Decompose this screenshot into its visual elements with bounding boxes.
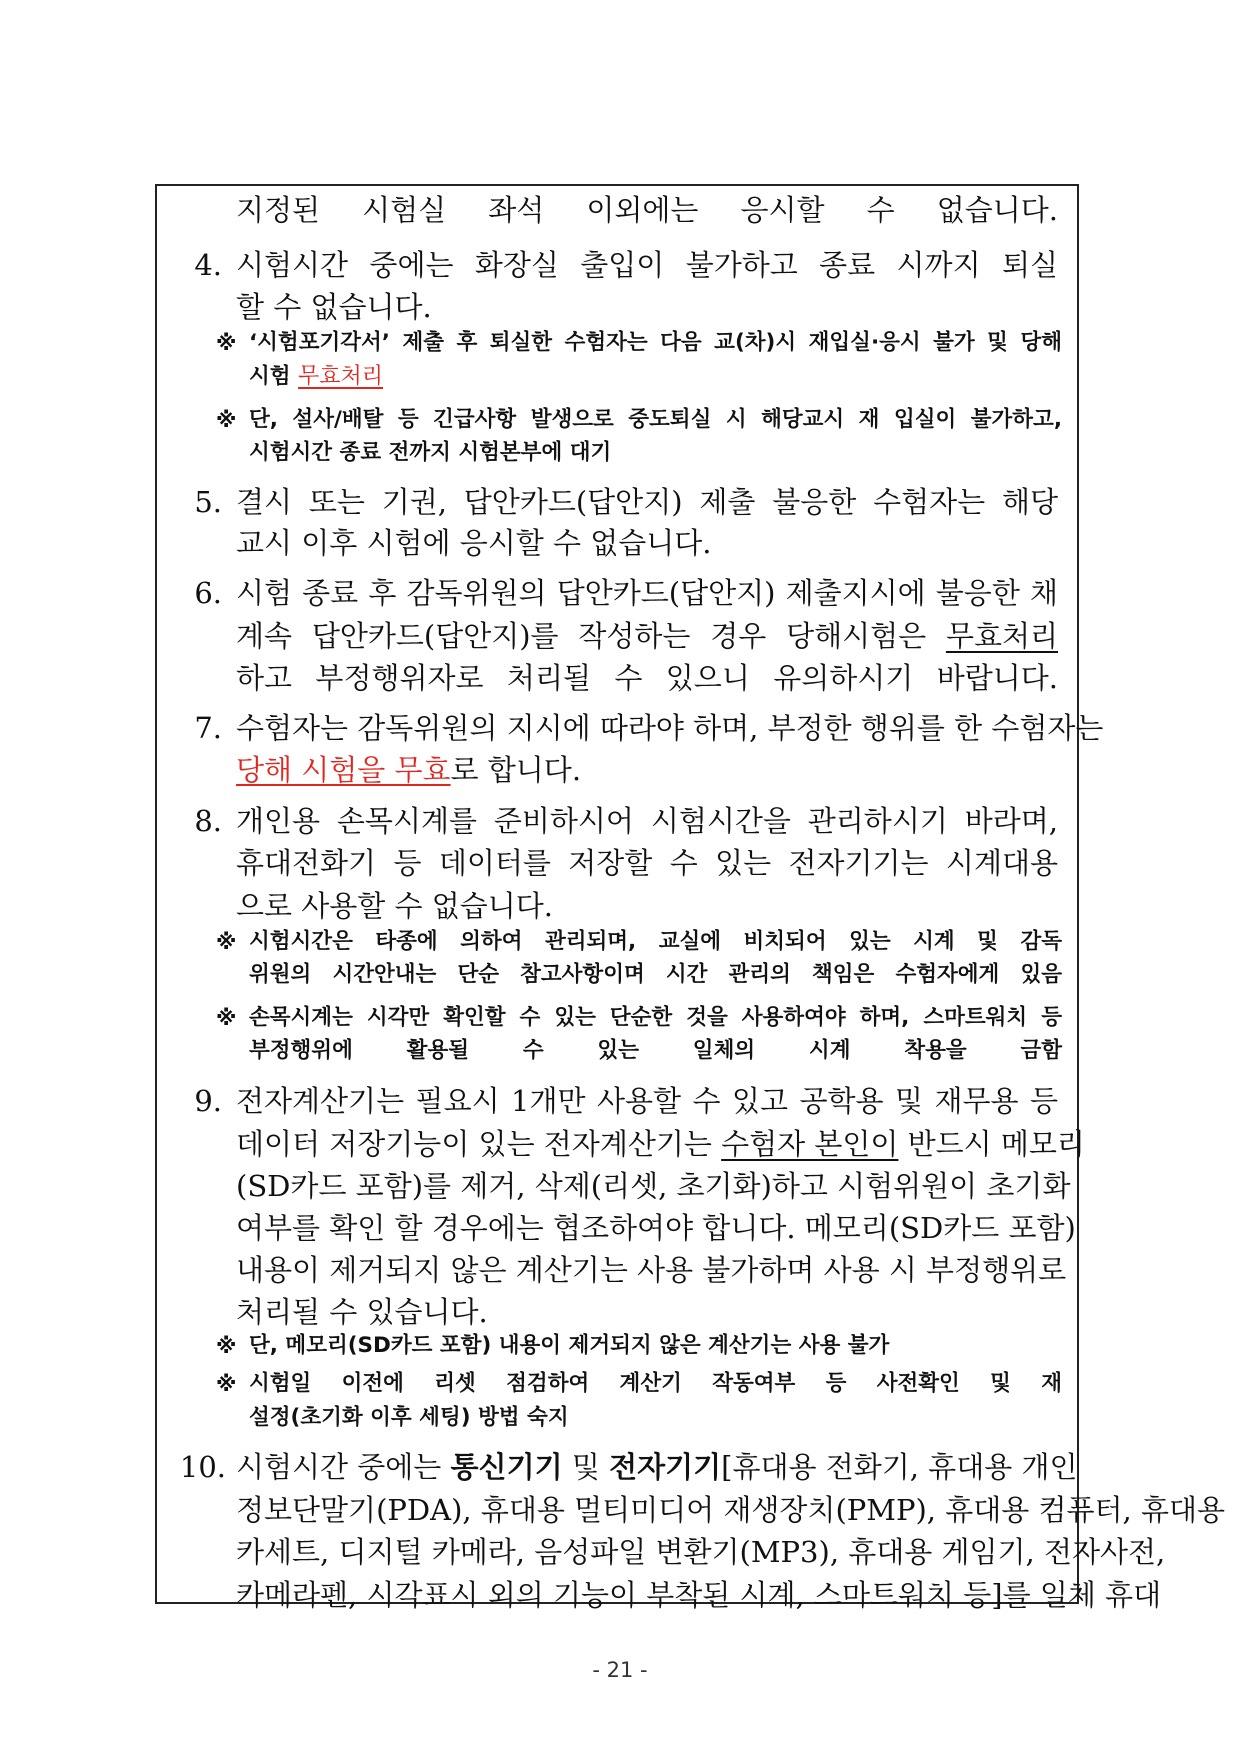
text-line: 카메라펜, 시각표시 외의 기능이 부착된 시계, 스마트워치 등]를 일체 휴대 [236, 1578, 1162, 1612]
text-line [236, 1122, 1085, 1166]
text-span: 계속 답안카드(답안지)를 작성하는 경우 당해시험은 [236, 619, 946, 653]
void-underline: 무효처리 [945, 619, 1058, 653]
void-notice-red: 당해 시험을 무효 [236, 753, 451, 787]
text-line [236, 748, 1058, 792]
note-mark: ※ [216, 331, 237, 355]
text-line: 개인용 손목시계를 준비하시어 시험시간을 관리하시기 바라며, [236, 804, 1058, 838]
text-span: 시험시간 중에는 [236, 1450, 451, 1484]
note-line: 손목시계는 시각만 확인할 수 있는 단순한 것을 사용하여야 하며, 스마트워치 등 [249, 1005, 1062, 1030]
note-line: 설정(초기화 이후 세팅) 방법 숙지 [249, 1405, 569, 1430]
text-line: (SD카드 포함)를 제거, 삭제(리셋, 초기화)하고 시험위원이 초기화 [236, 1169, 1071, 1203]
item-number-4: 4. [194, 248, 222, 282]
note-mark: ※ [216, 1006, 237, 1030]
text-span: 데이터 저장기능이 있는 전자계산기는 [236, 1127, 722, 1161]
void-notice-red: 무효처리 [298, 364, 384, 389]
text-line: 할 수 없습니다. [236, 290, 432, 324]
item-number-9: 9. [194, 1084, 222, 1118]
text-line: 휴대전화기 등 데이터를 저장할 수 있는 전자기기는 시계대용 [236, 846, 1058, 880]
text-line: 시험시간 중에는 화장실 출입이 불가하고 종료 시까지 퇴실 [236, 248, 1058, 282]
item-number-7: 7. [194, 711, 222, 745]
text-line [236, 614, 1058, 658]
note-line: 단, 설사/배탈 등 긴급사항 발생으로 중도퇴실 시 해당교시 재 입실이 불가하고, [249, 407, 1062, 432]
text-line: 여부를 확인 할 경우에는 협조하여야 합니다. 메모리(SD카드 포함) [236, 1211, 1076, 1245]
text-span: 로 합니다. [450, 753, 582, 787]
text-span: [휴대용 전화기, 휴대용 개인 [721, 1450, 1078, 1484]
text-line: 시험 종료 후 감독위원의 답안카드(답안지) 제출지시에 불응한 채 [236, 576, 1058, 610]
text-line: 결시 또는 기권, 답안카드(답안지) 제출 불응한 수험자는 해당 [236, 485, 1058, 519]
item-number-5: 5. [194, 485, 222, 519]
note-mark: ※ [216, 930, 237, 954]
item-number-6: 6. [194, 576, 222, 610]
text-line: 카세트, 디지털 카메라, 음성파일 변환기(MP3), 휴대용 게임기, 전자사전, [236, 1535, 1166, 1569]
bold-term: 통신기기 [450, 1450, 563, 1484]
note-line: 단, 메모리(SD카드 포함) 내용이 제거되지 않은 계산기는 사용 불가 [249, 1333, 890, 1358]
text-line: 정보단말기(PDA), 휴대용 멀티미디어 재생장치(PMP), 휴대용 컴퓨터, 휴대용 [236, 1493, 1226, 1527]
note-line [249, 360, 1062, 394]
note-mark: ※ [216, 1372, 237, 1396]
text-line: 지정된 시험실 좌석 이외에는 응시할 수 없습니다. [236, 193, 1058, 227]
bold-term: 전자기기 [609, 1450, 722, 1484]
note-line: 위원의 시간안내는 단순 참고사항이며 시간 관리의 책임은 수험자에게 있음 [249, 962, 1062, 987]
text-line: 처리될 수 있습니다. [236, 1295, 488, 1329]
text-line: 내용이 제거되지 않은 계산기는 사용 불가하며 사용 시 부정행위로 [236, 1253, 1067, 1287]
note-line: ‘시험포기각서’ 제출 후 퇴실한 수험자는 다음 교(차)시 재입실·응시 불가 및 당해 [249, 330, 1062, 355]
note-line: 시험일 이전에 리셋 점검하여 계산기 작동여부 등 사전확인 및 재 [249, 1371, 1062, 1396]
text-span: 및 [562, 1450, 610, 1484]
note-line: 부정행위에 활용될 수 있는 일체의 시계 착용을 금함 [249, 1038, 1062, 1063]
text-line: 으로 사용할 수 없습니다. [236, 889, 554, 923]
note-line: 시험시간은 타종에 의하여 관리되며, 교실에 비치되어 있는 시계 및 감독 [249, 929, 1062, 954]
text-line: 전자계산기는 필요시 1개만 사용할 수 있고 공학용 및 재무용 등 [236, 1084, 1058, 1118]
item-number-8: 8. [194, 804, 222, 838]
text-span: 반드시 메모리 [898, 1127, 1085, 1161]
item-number-10: 10. [179, 1450, 226, 1484]
text-line [236, 1445, 1078, 1489]
text-line: 하고 부정행위자로 처리될 수 있으니 유의하시기 바랍니다. [236, 661, 1058, 695]
page-number: - 21 - [592, 1658, 648, 1682]
text-line: 수험자는 감독위원의 지시에 따라야 하며, 부정한 행위를 한 수험자는 [236, 711, 1104, 745]
note-mark: ※ [216, 1334, 237, 1358]
examinee-underline: 수험자 본인이 [721, 1127, 899, 1161]
text-line: 교시 이후 시험에 응시할 수 없습니다. [236, 526, 712, 560]
note-mark: ※ [216, 408, 237, 432]
note-line: 시험시간 종료 전까지 시험본부에 대기 [249, 440, 612, 465]
note-text: 시험 [249, 364, 299, 389]
